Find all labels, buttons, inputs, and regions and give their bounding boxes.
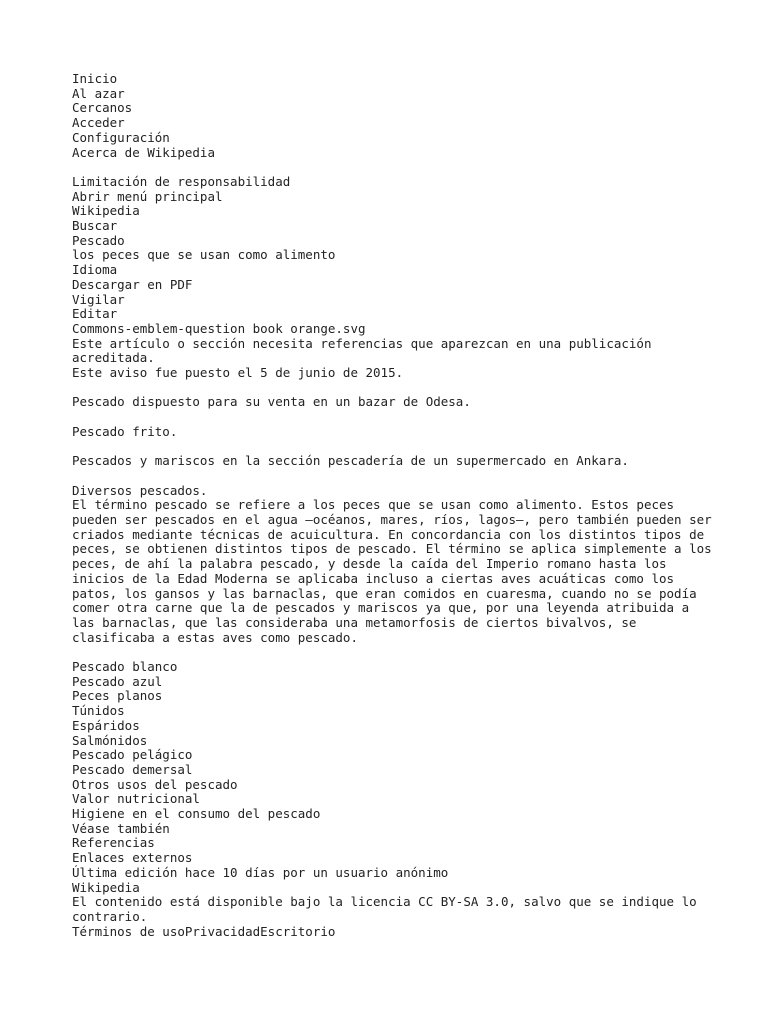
intro-paragraph: El término pescado se refiere a los peces que se usan como alimento. Estos peces pueden ser pescados en el agua —océanos, mares, ríos, lagos—, pero también pueden ser criados mediante técnicas de acuicultura. En concordancia con los distintos tipos de peces, se obtienen distintos tipos de pescado. El término se aplica simplemente a los peces, de ahí la palabra pescado, y desde la caída del Imperio romano hasta los inicios de la Edad Moderna se aplicaba incluso a ciertas aves acuáticas como los patos, los gansos y las barnaclas, que eran comidos en cuaresma, cuando no se podía comer otra carne que la de pescados y mariscos ya que, por una leyenda atribuida a las barnaclas, que las consideraba una metamorfosis de ciertos bivalvos, se clasificaba a estas aves como pescado. (72, 497, 720, 645)
section-otros-usos[interactable]: Otros usos del pescado (72, 776, 238, 792)
section-referencias[interactable]: Referencias (72, 835, 155, 851)
image-caption-various: Diversos pescados. (72, 482, 208, 498)
notice-date: Este aviso fue puesto el 5 de junio de 2015. (72, 365, 404, 381)
section-enlaces-externos[interactable]: Enlaces externos (72, 850, 193, 866)
image-caption-ankara: Pescados y mariscos en la sección pescadería de un supermercado en Ankara. (72, 453, 629, 469)
references-notice (72, 322, 712, 381)
page-title: Pescado (72, 232, 125, 248)
spacer (72, 440, 712, 455)
page-footer (72, 866, 712, 940)
footer-links[interactable]: Términos de usoPrivacidadEscritorio (72, 923, 336, 939)
notice-text: Este artículo o sección necesita referencias que aparezcan en una publicación acreditada. (72, 335, 660, 366)
section-tunidos[interactable]: Túnidos (72, 703, 125, 719)
license-text: El contenido está disponible bajo la licencia CC BY-SA 3.0, salvo que se indique lo contrario. (72, 894, 705, 924)
page-subtitle: los peces que se usan como alimento (72, 247, 336, 263)
download-pdf-button[interactable]: Descargar en PDF (72, 276, 193, 292)
search-button[interactable]: Buscar (72, 218, 118, 234)
open-main-menu-button[interactable]: Abrir menú principal (72, 188, 223, 204)
watch-button[interactable]: Vigilar (72, 291, 125, 307)
section-higiene[interactable]: Higiene en el consumo del pescado (72, 806, 321, 822)
page-header (72, 175, 712, 322)
nav-item-acerca-de[interactable]: Acerca de Wikipedia (72, 144, 215, 160)
page-content (72, 71, 720, 939)
footer-wikipedia-logo: Wikipedia (72, 879, 140, 895)
main-navigation (72, 72, 712, 160)
nav-item-acceder[interactable]: Acceder (72, 115, 125, 131)
section-salmonidos[interactable]: Salmónidos (72, 732, 148, 748)
section-pescado-demersal[interactable]: Pescado demersal (72, 761, 193, 777)
nav-item-al-azar[interactable]: Al azar (72, 85, 125, 101)
section-list (72, 660, 712, 866)
language-button[interactable]: Idioma (72, 262, 118, 278)
section-esparidos[interactable]: Espáridos (72, 717, 140, 733)
question-book-icon: Commons-emblem-question book orange.svg (72, 320, 366, 336)
spacer (72, 381, 712, 396)
section-pescado-pelagico[interactable]: Pescado pelágico (72, 747, 193, 763)
last-edit-link[interactable]: Última edición hace 10 días por un usuario anónimo (72, 864, 449, 880)
section-pescado-blanco[interactable]: Pescado blanco (72, 659, 178, 675)
image-caption-odesa: Pescado dispuesto para su venta en un bazar de Odesa. (72, 394, 471, 410)
section-vease-tambien[interactable]: Véase también (72, 820, 170, 836)
spacer (72, 645, 712, 660)
wikipedia-logo-link[interactable]: Wikipedia (72, 203, 140, 219)
image-caption-fried-fish: Pescado frito. (72, 423, 178, 439)
section-pescado-azul[interactable]: Pescado azul (72, 673, 163, 689)
spacer (72, 160, 712, 175)
nav-item-configuracion[interactable]: Configuración (72, 129, 170, 145)
section-valor-nutricional[interactable]: Valor nutricional (72, 791, 200, 807)
nav-item-inicio[interactable]: Inicio (72, 71, 118, 86)
disclaimer-link[interactable]: Limitación de responsabilidad (72, 173, 291, 189)
section-peces-planos[interactable]: Peces planos (72, 688, 163, 704)
spacer (72, 469, 712, 484)
spacer (72, 410, 712, 425)
nav-item-cercanos[interactable]: Cercanos (72, 100, 133, 116)
edit-button[interactable]: Editar (72, 306, 118, 322)
